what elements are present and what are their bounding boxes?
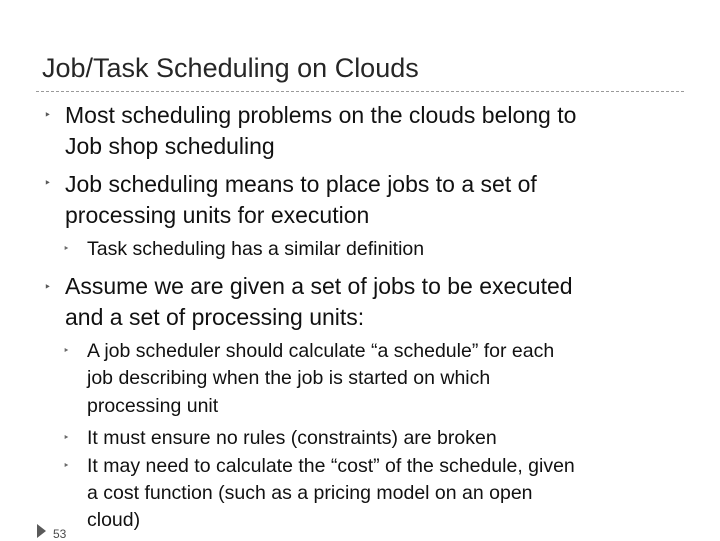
slide-nav-arrow-icon[interactable] [37,524,46,538]
bullet-3-line-2: and a set of processing units: [65,304,365,330]
bullet-1-line-2: Job shop scheduling [65,133,275,159]
bullet-icon: ‣ [44,108,52,122]
sub-bullet-3-3-line-2: a cost function (such as a pricing model on an open [87,482,533,504]
sub-bullet-icon: ‣ [63,432,70,444]
page-number: 53 [53,527,67,541]
slide-title: Job/Task Scheduling on Clouds [42,53,419,83]
bullet-1-line-1: Most scheduling problems on the clouds belong to [65,102,577,128]
sub-bullet-icon: ‣ [63,243,70,255]
sub-bullet-3-2-line-1: It must ensure no rules (constraints) are broken [87,427,497,449]
bullet-3-line-1: Assume we are given a set of jobs to be executed [65,273,573,299]
sub-bullet-3-3-line-3: cloud) [87,509,141,531]
sub-bullet-3-1-line-3: processing unit [87,395,219,417]
bullet-icon: ‣ [44,176,52,190]
bullet-icon: ‣ [44,280,52,294]
sub-bullet-3-3-line-1: It may need to calculate the “cost” of the schedule, given [87,455,575,477]
sub-bullet-icon: ‣ [63,345,70,357]
sub-bullet-2-1-line-1: Task scheduling has a similar definition [87,238,425,260]
sub-bullet-3-1-line-2: job describing when the job is started on which [87,367,491,389]
sub-bullet-icon: ‣ [63,460,70,472]
title-divider [36,91,684,92]
sub-bullet-3-1-line-1: A job scheduler should calculate “a schedule” for each [87,340,555,362]
bullet-2-line-2: processing units for execution [65,202,370,228]
bullet-2-line-1: Job scheduling means to place jobs to a set of [65,171,537,197]
